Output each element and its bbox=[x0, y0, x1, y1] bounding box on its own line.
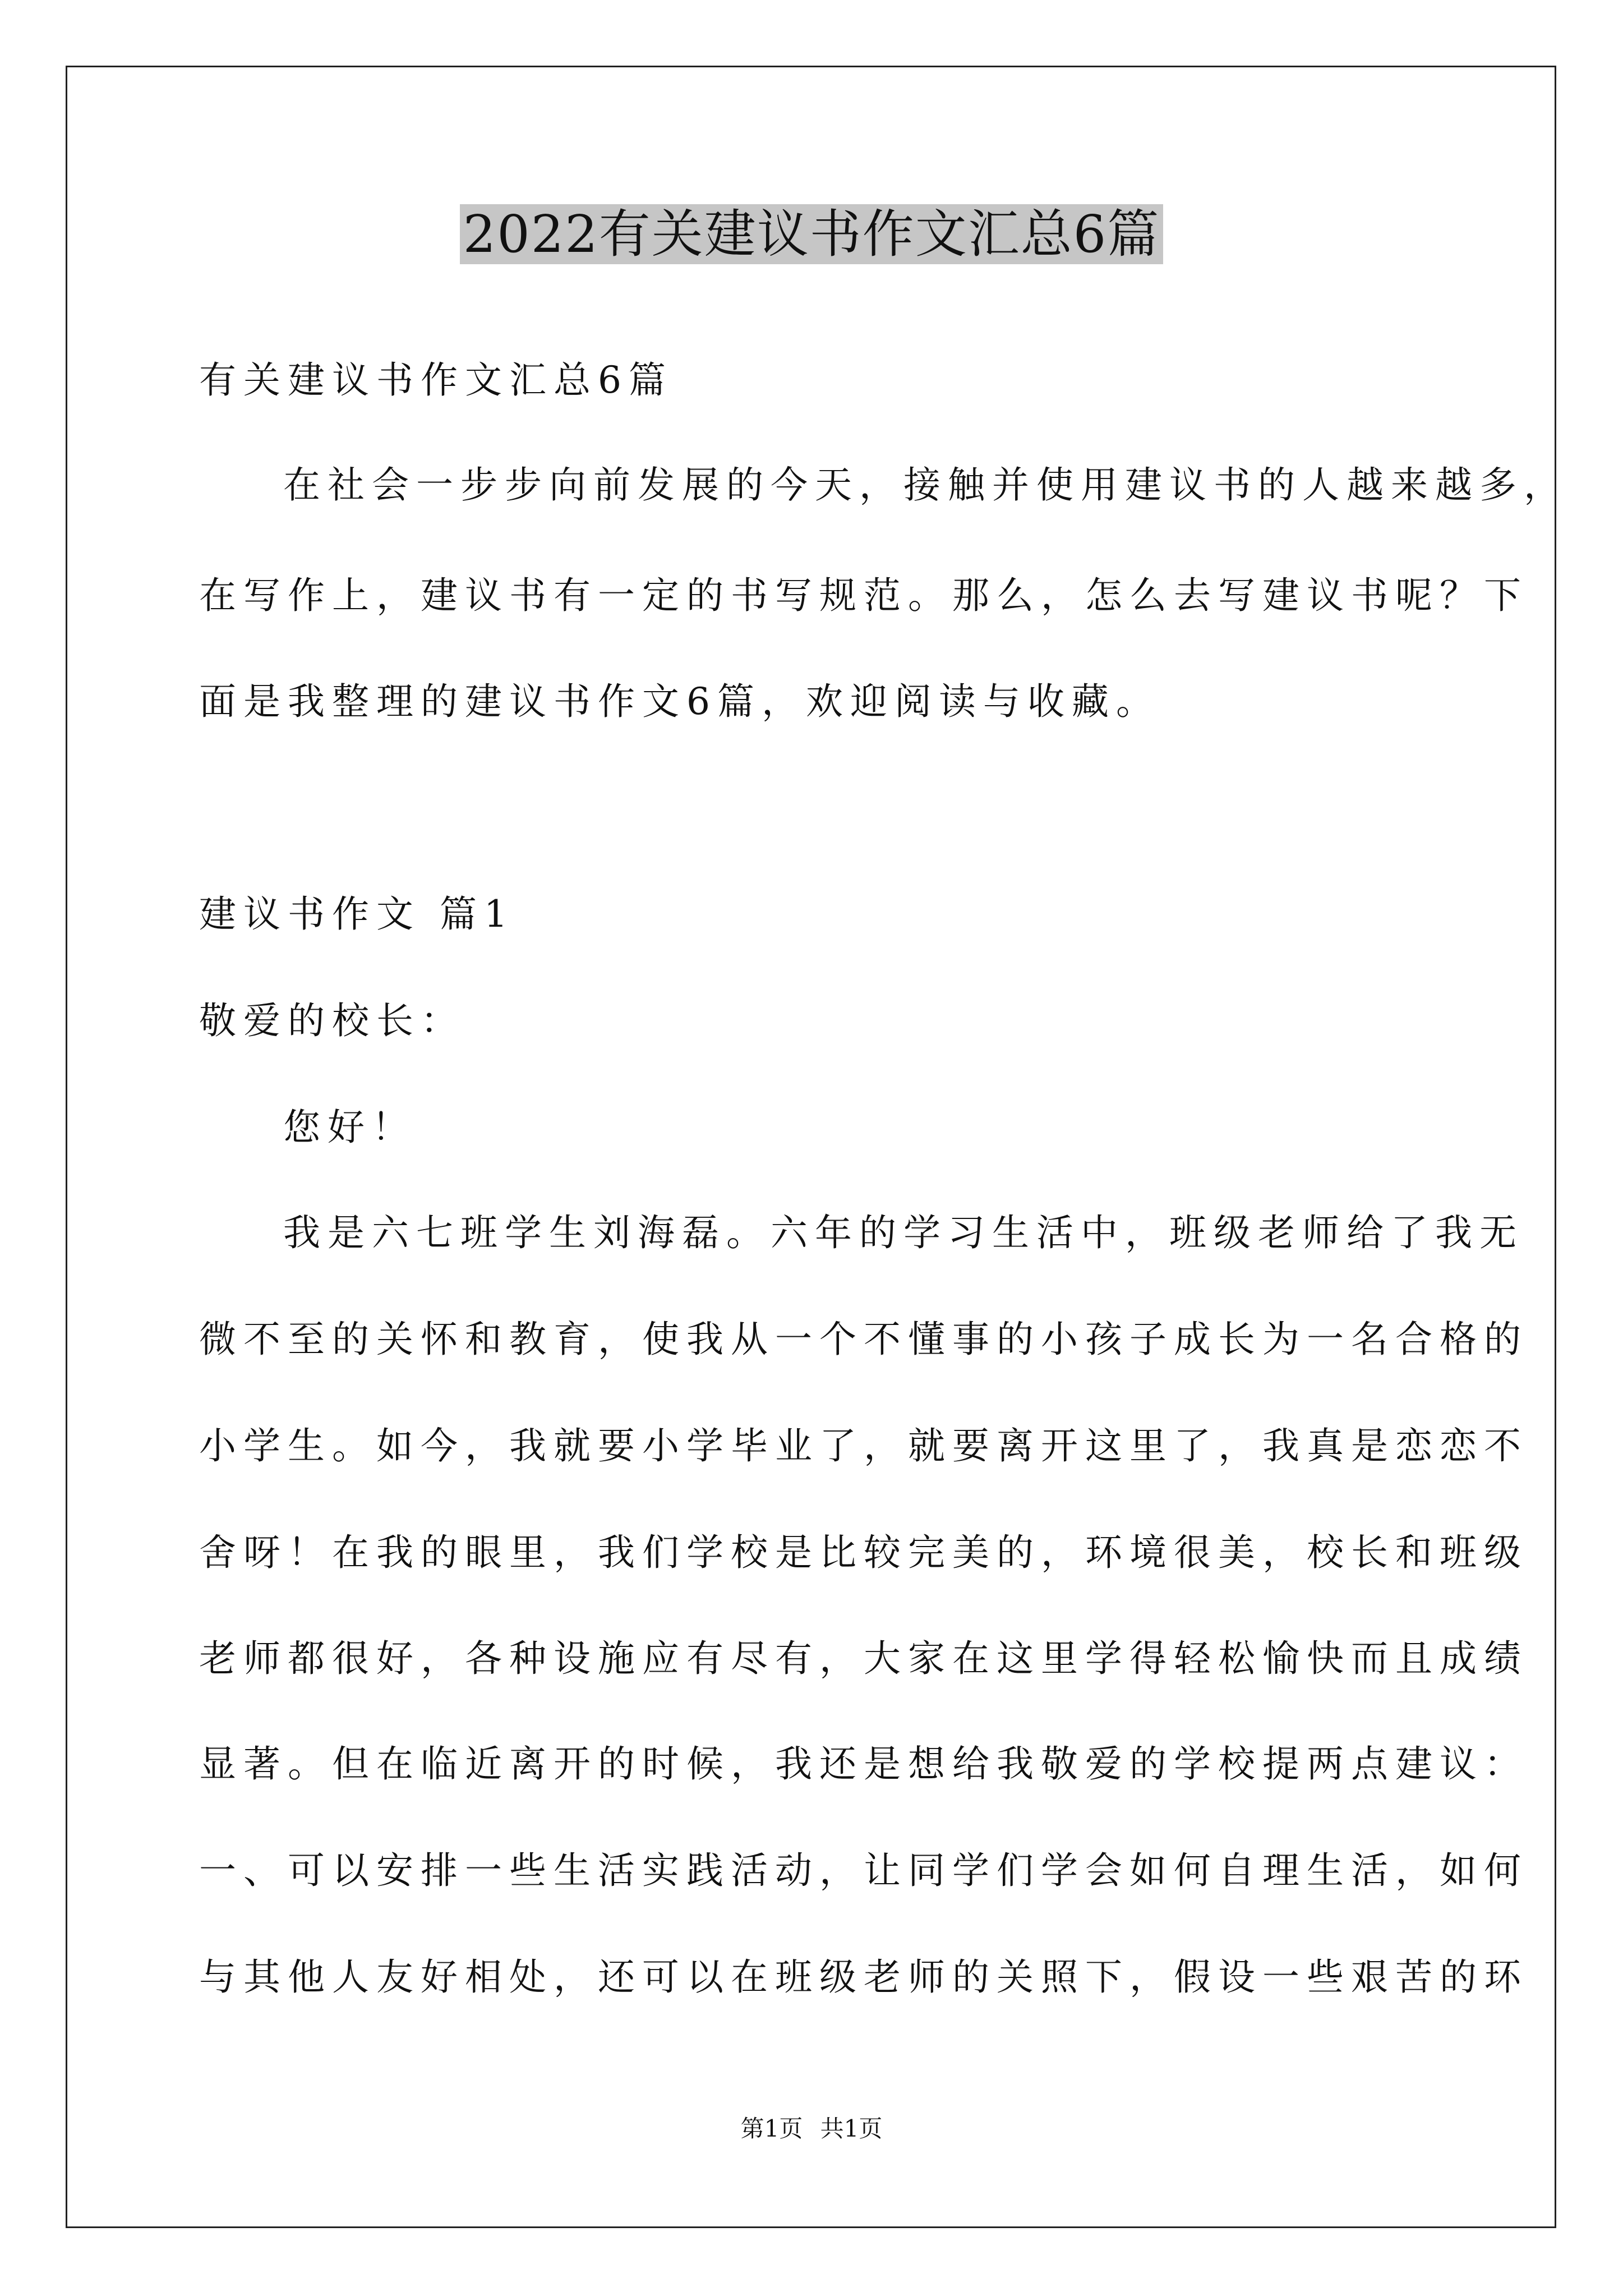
paragraph-line: 面是我整理的建议书作文6篇，欢迎阅读与收藏。 bbox=[199, 680, 1160, 723]
paragraph-line: 小学生。如今，我就要小学毕业了，就要离开这里了，我真是恋恋不 bbox=[199, 1424, 1528, 1467]
paragraph-line: 显著。但在临近离开的时候，我还是想给我敬爱的学校提两点建议： bbox=[199, 1742, 1528, 1786]
paragraph-line: 微不至的关怀和教育，使我从一个不懂事的小孩子成长为一名合格的 bbox=[199, 1318, 1528, 1361]
paragraph-line: 在社会一步步向前发展的今天，接触并使用建议书的人越来越多， bbox=[283, 463, 1568, 507]
document-title-text: 2022有关建议书作文汇总6篇 bbox=[460, 204, 1164, 264]
paragraph-line: 在写作上，建议书有一定的书写规范。那么，怎么去写建议书呢？下 bbox=[199, 574, 1528, 617]
section-heading: 建议书作文 篇1 bbox=[199, 892, 515, 936]
salutation: 敬爱的校长： bbox=[199, 999, 465, 1042]
paragraph-line: 舍呀！在我的眼里，我们学校是比较完美的，环境很美，校长和班级 bbox=[199, 1531, 1528, 1574]
greeting: 您好！ bbox=[283, 1106, 416, 1149]
paragraph-line: 老师都很好，各种设施应有尽有，大家在这里学得轻松愉快而且成绩 bbox=[199, 1637, 1528, 1680]
subtitle-line: 有关建议书作文汇总6篇 bbox=[199, 358, 673, 402]
paragraph-line: 一、可以安排一些生活实践活动，让同学们学会如何自理生活，如何 bbox=[199, 1849, 1528, 1892]
page-number-footer: 第1页 共1页 bbox=[740, 2115, 883, 2142]
paragraph-line: 与其他人友好相处，还可以在班级老师的关照下，假设一些艰苦的环 bbox=[199, 1955, 1528, 1999]
document-title bbox=[0, 197, 1623, 272]
paragraph-line: 我是六七班学生刘海磊。六年的学习生活中，班级老师给了我无 bbox=[283, 1211, 1524, 1254]
